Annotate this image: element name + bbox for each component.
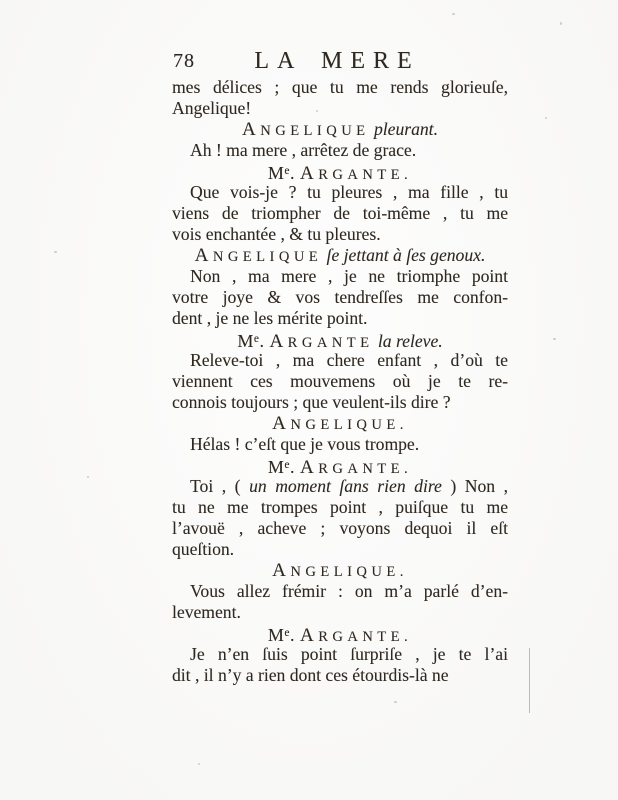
stage-direction-inline: un moment ſans rien dire <box>249 476 442 496</box>
text-line: l’avouë , acheve ; voyons dequoi il eſt <box>172 518 508 538</box>
speaker-heading <box>172 161 508 182</box>
stage-direction: ſe jettant à ſes genoux. <box>322 245 486 265</box>
running-title: LA MERE <box>254 48 420 74</box>
text-line: queſtion. <box>172 539 235 559</box>
scan-speck <box>198 763 200 765</box>
speaker-title-abbrev: Me. <box>267 625 300 645</box>
scan-speck <box>87 476 89 478</box>
scan-speck <box>394 701 397 703</box>
speaker-heading <box>172 413 508 434</box>
text-line: Je n’en ſuis point ſurpriſe , je te l’ai <box>190 644 508 664</box>
text-line <box>172 476 508 497</box>
stage-direction: pleurant. <box>369 119 438 139</box>
speaker-heading <box>172 119 508 140</box>
text-segment: ) Non , <box>441 476 508 496</box>
text-line: viens de triompher de toi-même , tu me <box>172 203 508 223</box>
speaker-name: ANGELIQUE. <box>272 560 408 581</box>
text-line: levement. <box>172 602 241 622</box>
text-line: votre joye & vos tendreſſes me confon- <box>172 287 508 307</box>
text-line: Hélas ! c’eſt que je vous trompe. <box>190 434 420 454</box>
text-line: dit , il n’y a rien dont ces étourdis-là ne <box>172 665 449 685</box>
speaker-name: ARGANTE. <box>299 625 413 646</box>
speaker-name: ARGANTE. <box>299 457 413 478</box>
speaker-heading <box>172 329 508 350</box>
speaker-heading <box>172 560 508 581</box>
text-line: tu ne me trompes point , puiſque tu me <box>172 497 508 517</box>
text-line: viennent ces mouvemens où je te re- <box>172 371 508 391</box>
text-line: Vous allez frémir : on m’a parlé d’en- <box>190 581 508 601</box>
text-line: Angelique! <box>172 98 252 118</box>
text-line: Ah ! ma mere , arrêtez de grace. <box>190 140 417 160</box>
scan-speck <box>316 110 318 112</box>
speaker-heading <box>172 455 508 476</box>
speaker-name: ANGELIQUE. <box>272 413 408 434</box>
text-line: mes délices ; que tu me rends glorieuſe, <box>172 77 508 97</box>
scan-speck <box>452 13 455 15</box>
text-line: Non , ma mere , je ne triomphe point <box>190 266 508 286</box>
page-header <box>172 46 508 76</box>
scan-speck <box>560 22 562 25</box>
text-line: Releve-toi , ma chere enfant , d’où te <box>190 350 508 370</box>
speaker-heading <box>172 623 508 644</box>
text-segment: Toi , ( <box>190 476 250 496</box>
speaker-name: ARGANTE. <box>299 163 413 184</box>
scan-speck <box>553 338 556 340</box>
text-line: dent , je ne les mérite point. <box>172 308 368 328</box>
text-line: vois enchantée , & tu pleures. <box>172 224 381 244</box>
scan-artifact-line <box>529 648 530 713</box>
speaker-title-abbrev: Me. <box>267 457 300 477</box>
stage-direction: la releve. <box>373 331 443 351</box>
page-body <box>172 77 508 686</box>
speaker-name: ARGANTE <box>269 331 374 352</box>
speaker-heading <box>172 245 508 266</box>
speaker-title-abbrev: Me. <box>267 163 300 183</box>
page-number: 78 <box>173 50 195 72</box>
scan-speck <box>54 251 57 253</box>
text-block <box>172 46 508 686</box>
text-line: Que vois-je ? tu pleures , ma fille , tu <box>190 182 508 202</box>
speaker-name: ANGELIQUE <box>242 119 370 140</box>
scan-speck <box>545 117 547 119</box>
speaker-title-abbrev: Me. <box>237 331 270 351</box>
speaker-name: ANGELIQUE <box>194 245 323 266</box>
text-line: connois toujours ; que veulent-ils dire ? <box>172 392 451 412</box>
